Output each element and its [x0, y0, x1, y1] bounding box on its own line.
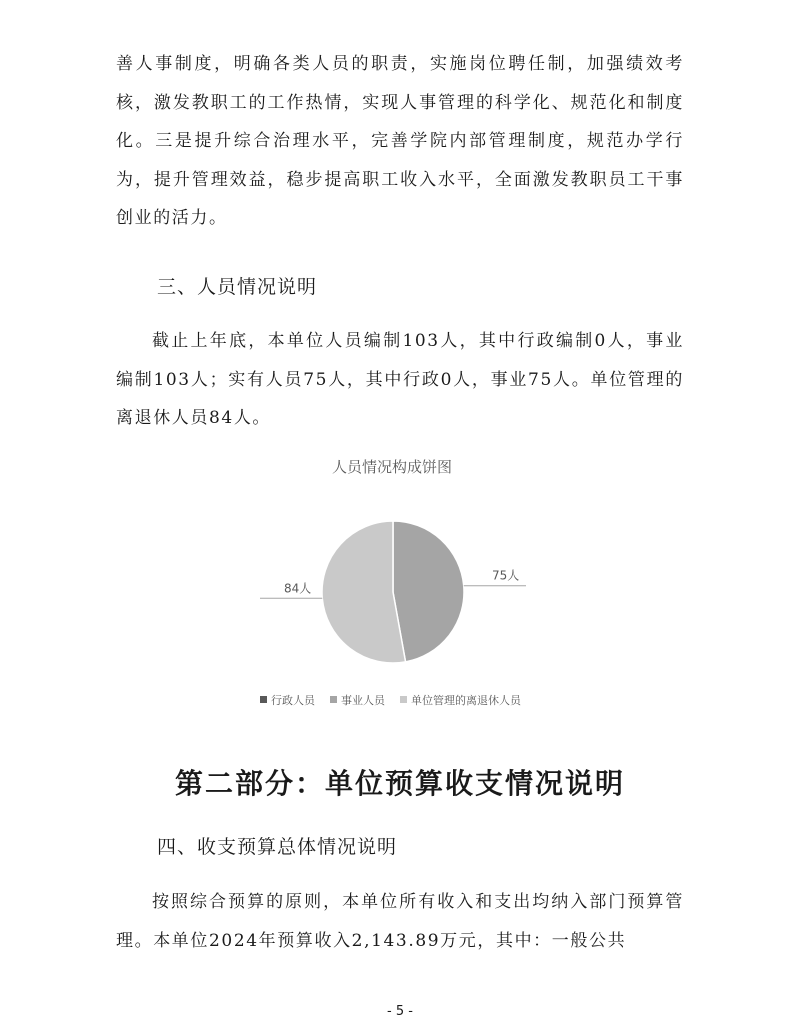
chart-title: 人员情况构成饼图	[331, 458, 453, 476]
pie-chart-svg	[240, 450, 560, 720]
legend-swatch-0	[260, 696, 267, 703]
pie-slice-2	[322, 521, 406, 663]
legend-item-0	[260, 693, 316, 707]
data-label-1: 75人	[492, 568, 520, 583]
body-paragraph-continued: 善人事制度，明确各类人员的职责，实施岗位聘任制，加强绩效考核，激发教职工的工作热情，实现人事管理的科学化、规范化和制度化。三是提升综合治理水平，完善学院内部管理制度，规范办学行为，提升管理效益，稳步提高职工收入水平，全面激发教职员工干事创业的活力。	[116, 54, 684, 229]
page-number: - 5 -	[387, 1004, 413, 1019]
legend-item-2	[400, 693, 522, 707]
section-heading-personnel: 三、人员情况说明	[157, 276, 318, 298]
legend-swatch-1	[330, 696, 337, 703]
section-heading-budget-overview: 四、收支预算总体情况说明	[157, 836, 398, 858]
legend-label-2: 单位管理的离退休人员	[411, 694, 521, 707]
legend-swatch-2	[400, 696, 407, 703]
personnel-paragraph: 截止上年底，本单位人员编制103人，其中行政编制0人，事业编制103人；实有人员75人，其中行政0人，事业75人。单位管理的离退休人员84人。	[116, 331, 684, 429]
personnel-pie-chart	[240, 450, 560, 720]
pie-slice-1	[393, 521, 464, 662]
legend-item-1	[330, 693, 386, 707]
legend-label-1: 事业人员	[341, 694, 385, 707]
data-label-2: 84人	[284, 581, 312, 596]
part-two-heading: 第二部分：单位预算收支情况说明	[174, 767, 625, 800]
legend-label-0: 行政人员	[271, 694, 315, 707]
budget-overview-paragraph: 按照综合预算的原则，本单位所有收入和支出均纳入部门预算管理。本单位2024年预算收入2,143.89万元，其中：一般公共	[116, 892, 684, 951]
